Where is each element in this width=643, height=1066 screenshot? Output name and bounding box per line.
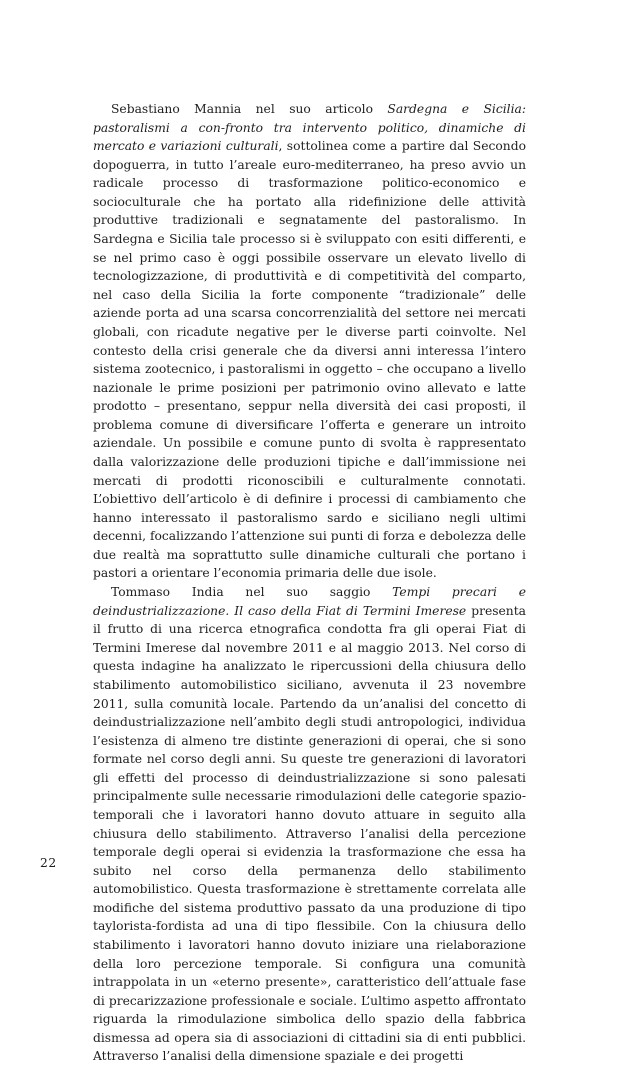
essay-title: Tempi precari e deindustrializzazione. Il caso della Fiat di Termini Imerese: [93, 585, 526, 618]
paragraph-mannia: [93, 100, 526, 583]
paragraph-intro: nel suo saggio: [223, 585, 393, 600]
paragraph-india: [93, 583, 526, 1066]
author-name: Sebastiano Mannia: [111, 102, 242, 116]
article-title: Sardegna e Sicilia: pastoralismi a con-fronto tra intervento politico, dinamiche di mercato e variazioni culturali: [93, 102, 526, 154]
paragraph-intro: nel suo articolo: [241, 102, 388, 116]
page-number: 22: [40, 856, 57, 870]
article-text: [93, 100, 526, 1066]
paragraph-body: , sottolinea come a partire dal Secondo dopoguerra, in tutto l’areale euro-mediterraneo, ha preso avvio un radicale processo di trasformazione politico-economico e socioculturale che ha portato alla ridefinizione delle attività produttive tradizionali e segnatamente del pastoralismo. In Sardegna e Sicilia tale processo si è sviluppato con esiti differenti, e se nel primo caso è oggi possibile osservare un elevato livello di tecnologizzazione, di produttività e di competitività del comparto, nel caso della Sicilia la forte componente “tradizionale” delle aziende porta ad una scarsa concorrenzialità del settore nei mercati globali, con ricadute negative per le diverse parti coinvolte. Nel contesto della crisi generale che da diversi anni interessa l’intero sistema zootecnico, i pastoralismi in oggetto – che occupano a livello nazionale le prime posizioni per patrimonio ovino allevato e latte prodotto – presentano, seppur nella diversità dei casi proposti, il problema comune di diversificare l’offerta e generare un introito aziendale. Un possibile e comune punto di svolta è rappresentato dalla valorizzazione delle produzioni tipiche e dall’immissione nei mercati di prodotti riconoscibili e culturalmente connotati. L’obiettivo dell’articolo è di definire i processi di cambiamento che hanno interessato il pastoralismo sardo e siciliano negli ultimi decenni, focalizzando l’attenzione sui punti di forza e debolezza delle due realtà ma soprattutto sulle dinamiche culturali che portano i pastori a orientare l’economia primaria delle due isole.: [93, 139, 526, 581]
paragraph-body: presenta il frutto di una ricerca etnografica condotta fra gli operai Fiat di Termini Imerese dal novembre 2011 e al maggio 2013. Nel corso di questa indagine ha analizzato le ripercussioni della chiusura dello stabilimento automobilistico siciliano, avvenuta il 23 novembre 2011, sulla comunità locale. Partendo da un’analisi del concetto di deindustrializzazione nell’ambito degli studi antropologici, individua l’esistenza di almeno tre distinte generazioni di operai, che si sono formate nel corso degli anni. Su queste tre generazioni di lavoratori gli effetti del processo di deindustrializzazione si sono palesati principalmente sulle necessarie rimodulazioni delle categorie spazio-temporali che i lavoratori hanno dovuto attuare in seguito alla chiusura dello stabilimento. Attraverso l’analisi della percezione temporale degli operai si evidenzia la trasformazione che essa ha subito nel corso della permanenza dello stabilimento automobilistico. Questa trasformazione è strettamente correlata alle modifiche del sistema produttivo passato da una produzione di tipo taylorista-fordista ad una di tipo flessibile. Con la chiusura dello stabilimento i lavoratori hanno dovuto iniziare una rielaborazione della loro percezione temporale. Si configura una comunità intrappolata in un «eterno presente», caratteristico dell’attuale fase di precarizzazione professionale e sociale. L’ultimo aspetto affrontato riguarda la rimodulazione simbolica dello spazio della fabbrica dismessa ad opera sia di associazioni di cittadini sia di enti pubblici. Attraverso l’analisi della dimensione spaziale e dei progetti: [93, 603, 527, 1064]
author-name: Tommaso India: [111, 585, 224, 600]
